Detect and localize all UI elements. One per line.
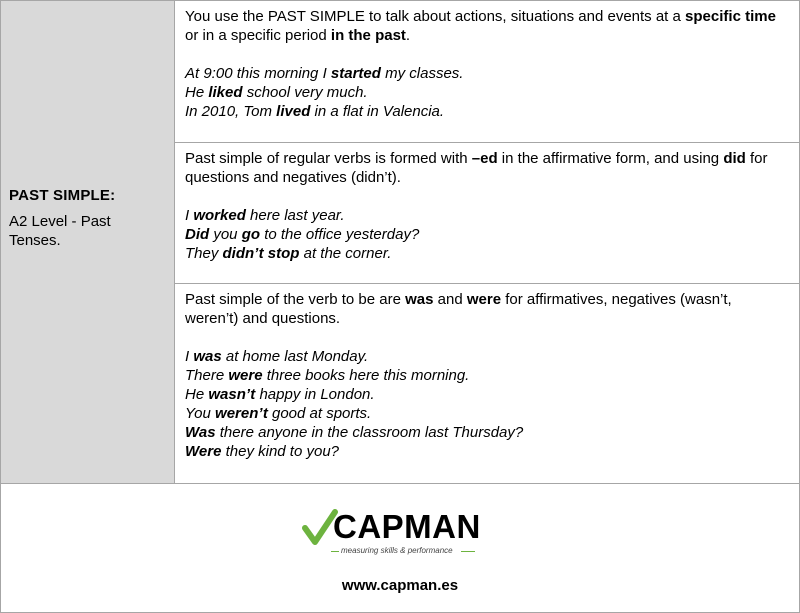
bold-text: wasn’t [208,386,256,403]
example-sentence [185,442,789,461]
rule-explanation [185,149,789,187]
rule-row-regular-verbs [175,143,799,284]
text-run: they kind to you? [221,443,339,460]
text-run: there anyone in the classroom last Thursday? [215,424,524,441]
text-run: They [185,245,223,262]
bold-text: was [405,291,434,308]
bold-text: specific time [685,8,776,25]
example-sentence [185,102,789,121]
logo-rule-right [461,551,475,552]
bold-text: weren’t [215,405,268,422]
text-run: to the office yesterday? [260,226,420,243]
text-run: in a flat in Valencia. [310,103,445,120]
example-list [185,206,789,263]
logo-tagline: measuring skills & performance [341,546,453,555]
logo-rule-left [331,551,339,552]
rule-explanation [185,290,789,328]
text-run: At 9:00 this morning I [185,65,331,82]
bold-text: were [466,291,502,308]
rule-explanation [185,7,789,45]
text-run: In 2010, Tom [185,103,277,120]
example-sentence [185,404,789,423]
text-run: school very much. [242,84,368,101]
example-list [185,347,789,461]
example-sentence [185,64,789,83]
topic-title: PAST SIMPLE: [9,187,116,204]
text-run: Past simple of the verb to be are [185,291,406,308]
bold-text: lived [276,103,311,120]
capman-logo [301,508,481,560]
rule-row-usage [175,1,799,143]
topic-subtitle: A2 Level - Past Tenses. [9,213,111,249]
text-run: good at sports. [267,405,372,422]
text-run: I [185,348,194,365]
bold-text: –ed [471,150,498,167]
rule-row-verb-to-be [175,284,799,483]
text-run: You [185,405,216,422]
example-sentence [185,385,789,404]
example-sentence [185,366,789,385]
example-sentence [185,244,789,263]
text-run: He [185,386,209,403]
text-run: There [185,367,229,384]
bold-text: was [193,348,222,365]
bold-text: did [723,150,746,167]
example-sentence [185,225,789,244]
example-sentence [185,347,789,366]
bold-text: were [228,367,263,384]
text-run: my classes. [380,65,464,82]
bold-text: started [330,65,381,82]
text-run: here last year. [245,207,345,224]
bold-text: Was [185,424,216,441]
text-run: happy in London. [255,386,375,403]
text-run: I [185,207,194,224]
text-run: You use the PAST SIMPLE to talk about actions, situations and events at a [185,8,686,25]
text-run: for questions and negatives (didn’t). [185,150,768,186]
bold-text: Were [185,443,222,460]
example-list [185,64,789,121]
logo-wordmark: CAPMAN [333,508,481,545]
text-run: in the affirmative form, and using [497,150,724,167]
example-sentence [185,206,789,225]
text-run: for affirmatives, negatives (wasn’t, weren’t) and questions. [185,291,732,327]
text-run: and [433,291,467,308]
bold-text: go [241,226,261,243]
text-run: He [185,84,209,101]
bold-text: in the past [330,27,406,44]
text-run: three books here this morning. [262,367,470,384]
text-run: Past simple of regular verbs is formed with [185,150,472,167]
text-run: you [209,226,242,243]
text-run: at the corner. [299,245,392,262]
example-sentence [185,83,789,102]
bold-text: liked [208,84,243,101]
example-sentence [185,423,789,442]
bold-text: worked [193,207,246,224]
bold-text: didn’t stop [222,245,300,262]
topic-cell [1,1,175,483]
bold-text: Did [185,226,210,243]
website-url[interactable]: www.capman.es [341,577,459,594]
text-run: or in a specific period [185,27,331,44]
text-run: at home last Monday. [221,348,369,365]
footer [0,482,800,613]
text-run: . [405,27,411,44]
